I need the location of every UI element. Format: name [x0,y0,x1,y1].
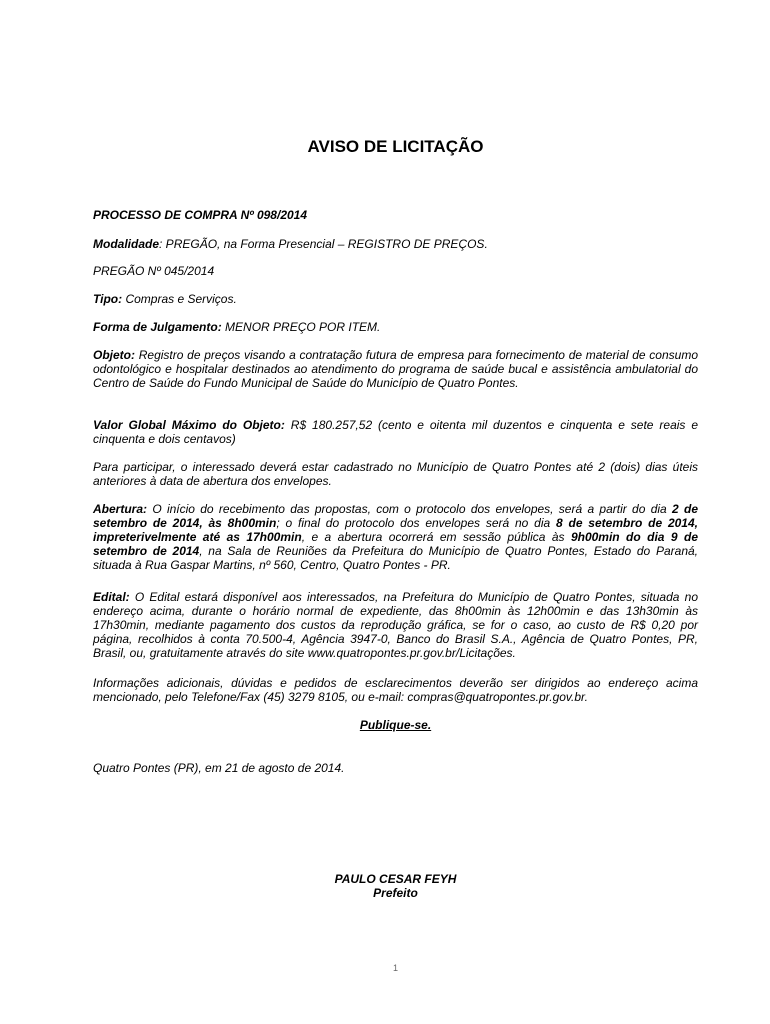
abertura-bold-2: 8 de setembro de 2014, impreterivelmente até as 17h00min [93,516,698,544]
abertura-text-2: ; o final do protocolo dos envelopes será no dia [276,516,556,530]
abertura-label: Abertura: [93,502,148,516]
abertura-text-4: , na Sala de Reuniões da Prefeitura do Município de Quatro Pontes, Estado do Paraná, situada à Rua Gaspar Martins, nº 560, Centro, Quatro Pontes - PR. [93,544,698,572]
valor-paragraph [93,418,698,446]
objeto-label: Objeto: [93,348,135,362]
processo-line [93,208,698,222]
document-title: AVISO DE LICITAÇÃO [307,137,484,156]
signatario-cargo: Prefeito [373,886,418,900]
valor-label: Valor Global Máximo do Objeto: [93,418,285,432]
julgamento-text: MENOR PREÇO POR ITEM. [221,320,381,334]
signatario-nome: PAULO CESAR FEYH [334,872,457,886]
abertura-bold-1: 2 de setembro de 2014, às 8h00min [93,502,699,530]
local-data-line [93,761,698,775]
edital-paragraph [93,590,698,660]
informacoes-text: Informações adicionais, dúvidas e pedidos de esclarecimentos deverão ser dirigidos ao endereço acima mencionado, pelo Telefone/Fax (45) 3279 8105, ou e-mail: compras@quatropontes.pr.gov.br. [93,676,698,704]
signature-block [93,872,698,900]
modalidade-text: : PREGÃO, na Forma Presencial – REGISTRO DE PREÇOS. [159,237,488,251]
julgamento-line [93,320,698,334]
abertura-text-1: O início do recebimento das propostas, com o protocolo dos envelopes, será a partir do dia [147,502,673,516]
tipo-label: Tipo: [93,292,123,306]
abertura-paragraph [93,502,698,572]
informacoes-paragraph [93,676,698,704]
publique-text: Publique-se. [359,718,432,732]
tipo-line [93,292,698,306]
valor-text: R$ 180.257,52 (cento e oitenta mil duzentos e cinquenta e sete reais e cinquenta e dois centavos) [93,418,698,446]
modalidade-label: Modalidade [93,237,160,251]
edital-text: O Edital estará disponível aos interessados, na Prefeitura do Município de Quatro Pontes, situada no endereço acima, durante o horário normal de expediente, das 8h00min às 12h00min e das 13h30min às 17h30min, mediante pagamento dos custos da reprodução gráfica, se for o caso, ao custo de R$ 0,20 por página, recolhidos à conta 70.500-4, Agência 3947-0, Banco do Brasil S.A., Agência de Quatro Pontes, PR, Brasil, ou, gratuitamente através do site www.quatropontes.pr.gov.br/Licitações. [93,590,698,660]
tipo-text: Compras e Serviços. [122,292,237,306]
page-number: 1 [392,963,398,973]
abertura-text-3: , e a abertura ocorrerá em sessão pública às [301,530,571,544]
objeto-text: Registro de preços visando a contratação futura de empresa para fornecimento de material de consumo odontológico e hospitalar destinados ao atendimento do programa de saúde bucal e assistência ambulatorial do Centro de Saúde do Fundo Municipal de Saúde do Município de Quatro Pontes. [93,348,698,390]
julgamento-label: Forma de Julgamento: [93,320,222,334]
publique-line [93,718,698,732]
participar-text: Para participar, o interessado deverá estar cadastrado no Município de Quatro Pontes até 2 (dois) dias úteis anteriores à data de abertura dos envelopes. [93,460,698,488]
local-data-text: Quatro Pontes (PR), em 21 de agosto de 2014. [93,761,345,775]
participar-paragraph [93,460,698,488]
pregao-text: PREGÃO Nº 045/2014 [93,264,215,278]
modalidade-line [93,237,698,251]
pregao-line [93,264,698,278]
edital-label: Edital: [93,590,130,604]
objeto-paragraph [93,348,698,390]
abertura-bold-3: 9h00min do dia 9 de setembro de 2014 [93,530,698,558]
processo-text: PROCESSO DE COMPRA Nº 098/2014 [93,208,308,222]
